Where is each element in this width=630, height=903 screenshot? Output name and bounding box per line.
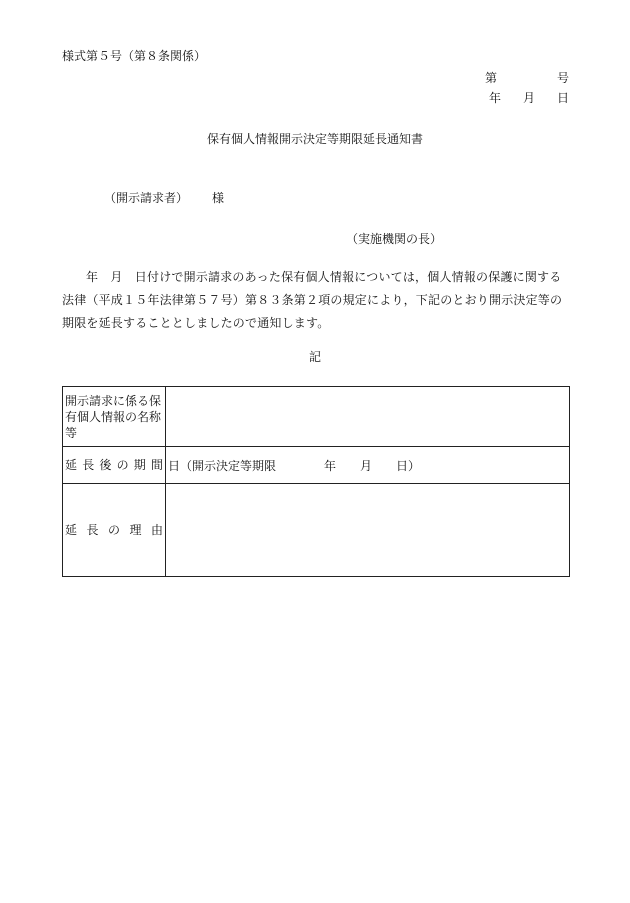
document-title: 保有個人情報開示決定等期限延長通知書 [206, 132, 423, 146]
date-year: 年 [488, 91, 501, 105]
extension-reason-label: 延長の理由 [63, 484, 166, 577]
date-line [489, 90, 569, 106]
body-text [62, 266, 572, 335]
extended-period-value: 日（開示決定等期限 年 月 日） [166, 447, 570, 484]
document-number-line [485, 70, 569, 86]
doc-number-prefix: 第 [484, 71, 497, 85]
ki-heading: 記 [308, 350, 321, 364]
addressee [104, 190, 224, 206]
extended-period-label: 延長後の期間 [63, 447, 166, 484]
body-text-content: 年 月 日付けで開示請求のあった保有個人情報については，個人情報の保護に関する法律（平成１５年法律第５７号）第８３条第２項の規定により，下記のとおり開示決定等の期限を延長することとしましたので通知します。 [62, 270, 563, 330]
addressee-honorific: 様 [212, 191, 225, 205]
date-month: 月 [522, 91, 535, 105]
extension-reason-value [166, 484, 570, 577]
table-row [63, 484, 570, 577]
info-name-value [166, 387, 570, 447]
table-row [63, 447, 570, 484]
sender: （実施機関の長） [346, 232, 443, 246]
details-table [62, 386, 570, 577]
info-name-label: 開示請求に係る保有個人情報の名称等 [63, 387, 166, 447]
table-row [63, 387, 570, 447]
form-number: 様式第５号（第８条関係） [62, 49, 207, 63]
addressee-label: （開示請求者） [104, 191, 189, 205]
date-day: 日 [556, 91, 569, 105]
doc-number-suffix: 号 [556, 71, 569, 85]
